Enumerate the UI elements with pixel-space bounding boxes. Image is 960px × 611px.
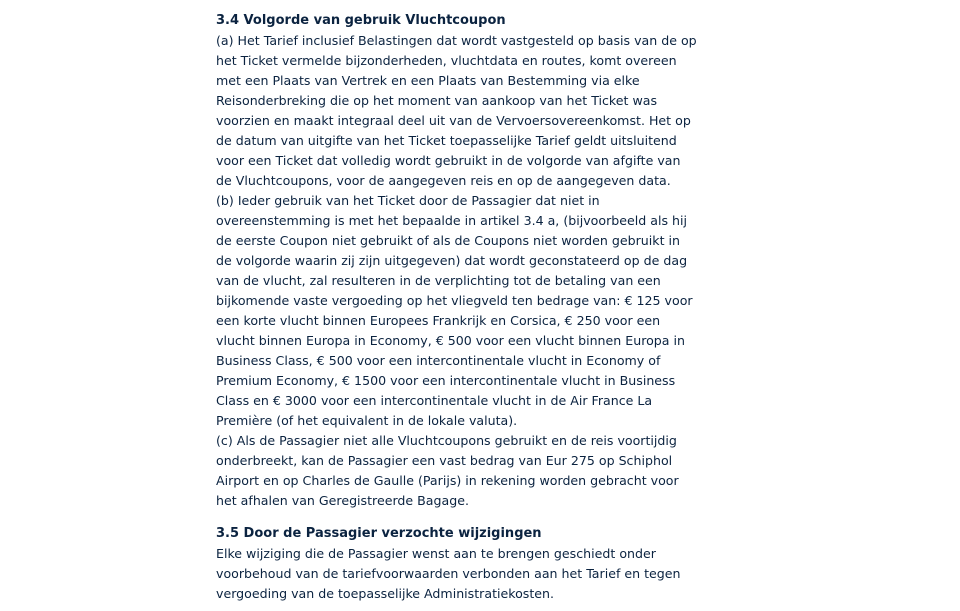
section-3-4-text bbox=[216, 31, 716, 511]
text-line: Elke wijziging die de Passagier wenst aan te brengen geschiedt onder bbox=[216, 546, 656, 561]
text-line: vergoeding van de toepasselijke Administratiekosten. bbox=[216, 586, 555, 601]
text-line: van de vlucht, zal resulteren in de verplichting tot de betaling van een bbox=[216, 273, 661, 288]
document-body bbox=[216, 11, 716, 604]
text-line: bijkomende vaste vergoeding op het vliegveld ten bedrage van: € 125 voor bbox=[216, 293, 693, 308]
text-line: voor een Ticket dat volledig wordt gebruikt in de volgorde van afgifte van bbox=[216, 153, 681, 168]
text-line: het afhalen van Geregistreerde Bagage. bbox=[216, 493, 469, 508]
text-line: de datum van uitgifte van het Ticket toepasselijke Tarief geldt uitsluitend bbox=[216, 133, 677, 148]
text-line: voorbehoud van de tariefvoorwaarden verbonden aan het Tarief en tegen bbox=[216, 566, 681, 581]
text-line: met een Plaats van Vertrek en een Plaats van Bestemming via elke bbox=[216, 73, 640, 88]
text-line: voorzien en maakt integraal deel uit van de Vervoersovereenkomst. Het op bbox=[216, 113, 691, 128]
section-title: 3.4 Volgorde van gebruik Vluchtcoupon bbox=[216, 13, 506, 28]
section-spacer bbox=[216, 511, 716, 524]
text-line: een korte vlucht binnen Europees Frankrijk en Corsica, € 250 voor een bbox=[216, 313, 661, 328]
text-line: Class en € 3000 voor een intercontinentale vlucht in de Air France La bbox=[216, 393, 653, 408]
section-3-5-text bbox=[216, 544, 716, 604]
text-line: Business Class, € 500 voor een intercontinentale vlucht in Economy of bbox=[216, 353, 661, 368]
section-title: 3.5 Door de Passagier verzochte wijzigingen bbox=[216, 526, 542, 541]
text-line: Premium Economy, € 1500 voor een intercontinentale vlucht in Business bbox=[216, 373, 676, 388]
text-line: de Vluchtcoupons, voor de aangegeven reis en op de aangegeven data. bbox=[216, 173, 671, 188]
text-line: de volgorde waarin zij zijn uitgegeven) dat wordt geconstateerd op de dag bbox=[216, 253, 688, 268]
text-line: overeenstemming is met het bepaalde in artikel 3.4 a, (bijvoorbeeld als hij bbox=[216, 213, 688, 228]
text-line: vlucht binnen Europa in Economy, € 500 voor een vlucht binnen Europa in bbox=[216, 333, 686, 348]
text-line: onderbreekt, kan de Passagier een vast bedrag van Eur 275 op Schiphol bbox=[216, 453, 673, 468]
text-line: (a) Het Tarief inclusief Belastingen dat wordt vastgesteld op basis van de op bbox=[216, 33, 697, 48]
text-line: het Ticket vermelde bijzonderheden, vluchtdata en routes, komt overeen bbox=[216, 53, 677, 68]
text-line: Reisonderbreking die op het moment van aankoop van het Ticket was bbox=[216, 93, 658, 108]
text-line: (c) Als de Passagier niet alle Vluchtcoupons gebruikt en de reis voortijdig bbox=[216, 433, 677, 448]
text-line: Airport en op Charles de Gaulle (Parijs) in rekening worden gebracht voor bbox=[216, 473, 679, 488]
text-line: Première (of het equivalent in de lokale valuta). bbox=[216, 413, 518, 428]
section-3-4 bbox=[216, 11, 716, 511]
section-3-5 bbox=[216, 524, 716, 604]
text-line: (b) Ieder gebruik van het Ticket door de Passagier dat niet in bbox=[216, 193, 600, 208]
text-line: de eerste Coupon niet gebruikt of als de Coupons niet worden gebruikt in bbox=[216, 233, 680, 248]
